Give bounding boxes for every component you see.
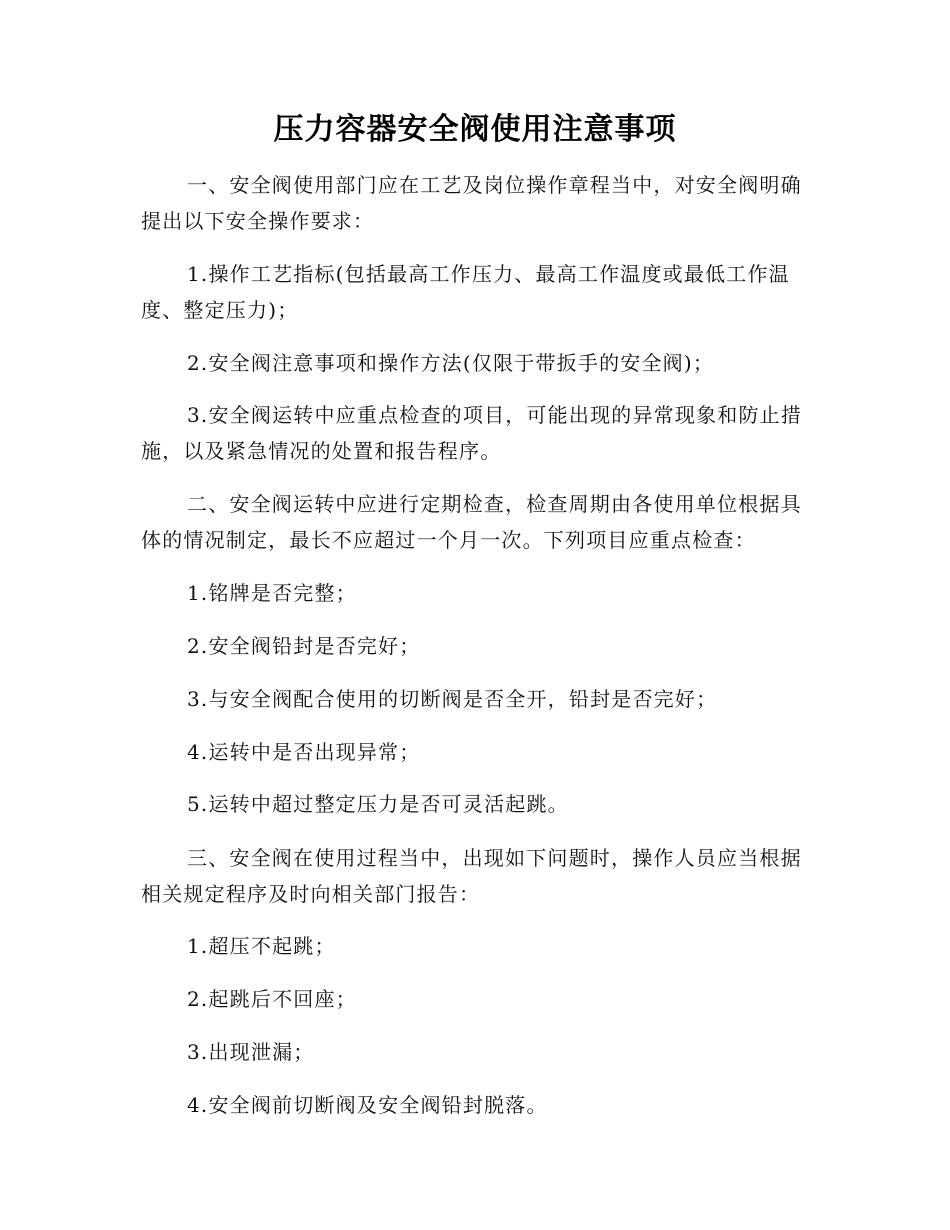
section-three-paragraph: 三、安全阀在使用过程当中，出现如下问题时，操作人员应当根据相关规定程序及时向相关部门报告： <box>141 846 802 906</box>
section-one-paragraph: 一、安全阀使用部门应在工艺及岗位操作章程当中，对安全阀明确提出以下安全操作要求： <box>141 173 802 233</box>
list-item: 1.超压不起跳； <box>187 934 336 958</box>
list-item: 1.操作工艺指标(包括最高工作压力、最高工作温度或最低工作温度、整定压力)； <box>141 262 790 322</box>
document-title: 压力容器安全阀使用注意事项 <box>273 112 677 147</box>
section-two-paragraph: 二、安全阀运转中应进行定期检查，检查周期由各使用单位根据具体的情况制定，最长不应超过一个月一次。下列项目应重点检查： <box>141 492 802 552</box>
list-item: 5.运转中超过整定压力是否可灵活起跳。 <box>187 792 569 816</box>
list-item: 1.铭牌是否完整； <box>187 581 357 605</box>
list-item: 2.安全阀铅封是否完好； <box>187 634 421 658</box>
list-item: 2.安全阀注意事项和操作方法(仅限于带扳手的安全阀)； <box>187 351 715 375</box>
list-item: 4.安全阀前切断阀及安全阀铅封脱落。 <box>187 1093 548 1117</box>
list-item: 4.运转中是否出现异常； <box>187 740 421 764</box>
list-item: 3.出现泄漏； <box>187 1040 315 1064</box>
list-item: 3.安全阀运转中应重点检查的项目，可能出现的异常现象和防止措施，以及紧急情况的处置和报告程序。 <box>141 403 803 463</box>
list-item: 3.与安全阀配合使用的切断阀是否全开，铅封是否完好； <box>187 687 718 711</box>
list-item: 2.起跳后不回座； <box>187 987 357 1011</box>
